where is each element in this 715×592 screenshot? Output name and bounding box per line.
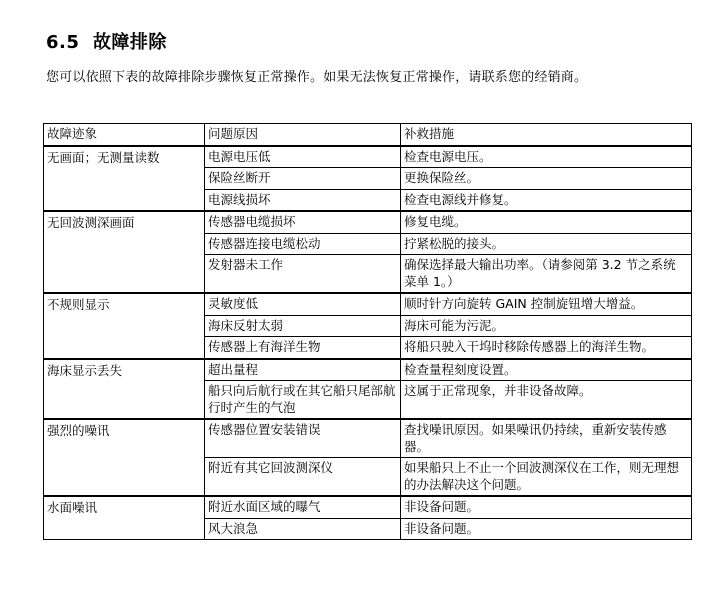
cause-cell: 保险丝断开 xyxy=(205,168,401,190)
header-symptom: 故障迹象 xyxy=(44,124,205,146)
cause-cell: 传感器连接电缆松动 xyxy=(205,233,401,255)
cause-cell: 风大浪急 xyxy=(205,518,401,540)
cause-cell: 附近有其它回波测深仪 xyxy=(205,458,401,497)
symptom-cell: 海床显示丢失 xyxy=(44,359,205,420)
remedy-cell: 检查电源电压。 xyxy=(401,146,692,168)
symptom-cell: 无回波测深画面 xyxy=(44,211,205,293)
cause-cell: 传感器电缆损坏 xyxy=(205,211,401,233)
cause-cell: 船只向后航行或在其它船只尾部航行时产生的气泡 xyxy=(205,381,401,420)
remedy-cell: 修复电缆。 xyxy=(401,211,692,233)
cause-cell: 传感器位置安装错误 xyxy=(205,419,401,458)
remedy-cell: 如果船只上不止一个回波测深仪在工作，则无理想的办法解决这个问题。 xyxy=(401,458,692,497)
table-body xyxy=(44,124,692,540)
symptom-cell: 无画面；无测量读数 xyxy=(44,146,205,212)
section-number: 6.5 xyxy=(46,32,80,53)
cause-cell: 传感器上有海洋生物 xyxy=(205,337,401,359)
remedy-cell: 检查电源线并修复。 xyxy=(401,189,692,211)
remedy-cell: 查找噪讯原因。如果噪讯仍持续，重新安装传感器。 xyxy=(401,419,692,458)
table-row xyxy=(44,211,692,233)
cause-cell: 超出量程 xyxy=(205,359,401,381)
remedy-cell: 检查量程刻度设置。 xyxy=(401,359,692,381)
troubleshooting-table xyxy=(43,123,692,540)
remedy-cell: 海床可能为污泥。 xyxy=(401,315,692,337)
table-header-row xyxy=(44,124,692,146)
cause-cell: 发射器未工作 xyxy=(205,255,401,294)
intro-paragraph: 您可以依照下表的故障排除步骤恢复正常操作。如果无法恢复正常操作，请联系您的经销商。 xyxy=(46,70,588,85)
section-title-text: 故障排除 xyxy=(92,32,167,53)
remedy-cell: 确保选择最大输出功率。（请参阅第 3.2 节之系统菜单 1。） xyxy=(401,255,692,294)
header-remedy: 补救措施 xyxy=(401,124,692,146)
section-title xyxy=(46,28,167,54)
cause-cell: 灵敏度低 xyxy=(205,293,401,315)
cause-cell: 电源电压低 xyxy=(205,146,401,168)
table-row xyxy=(44,146,692,168)
table-row xyxy=(44,419,692,458)
header-cause: 问题原因 xyxy=(205,124,401,146)
remedy-cell: 非设备问题。 xyxy=(401,496,692,518)
cause-cell: 海床反射太弱 xyxy=(205,315,401,337)
table-row xyxy=(44,293,692,315)
symptom-cell: 不规则显示 xyxy=(44,293,205,359)
symptom-cell: 强烈的噪讯 xyxy=(44,419,205,496)
remedy-cell: 这属于正常现象，并非设备故障。 xyxy=(401,381,692,420)
remedy-cell: 将船只驶入干坞时移除传感器上的海洋生物。 xyxy=(401,337,692,359)
remedy-cell: 顺时针方向旋转 GAIN 控制旋钮增大增益。 xyxy=(401,293,692,315)
remedy-cell: 非设备问题。 xyxy=(401,518,692,540)
table-row xyxy=(44,359,692,381)
cause-cell: 电源线损坏 xyxy=(205,189,401,211)
remedy-cell: 拧紧松脱的接头。 xyxy=(401,233,692,255)
table-row xyxy=(44,496,692,518)
symptom-cell: 水面噪讯 xyxy=(44,496,205,540)
remedy-cell: 更换保险丝。 xyxy=(401,168,692,190)
cause-cell: 附近水面区域的曝气 xyxy=(205,496,401,518)
